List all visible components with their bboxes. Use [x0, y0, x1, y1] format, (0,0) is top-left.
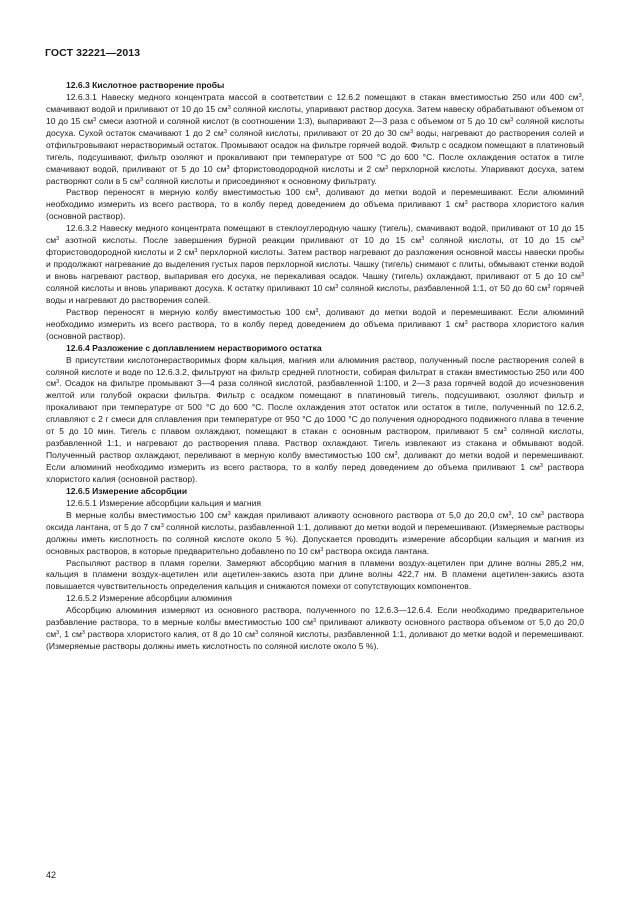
paragraph	[46, 223, 584, 307]
text-run: раствора хлористого калия (основной раствор).	[46, 318, 584, 341]
text-run: , 1 см	[59, 629, 82, 640]
superscript: 3	[409, 128, 413, 135]
paragraph	[46, 605, 584, 653]
superscript: 3	[81, 630, 85, 637]
superscript: 3	[384, 164, 389, 171]
text-run: соляной кислоты, от 10 до 15 см	[424, 235, 581, 246]
superscript: 3	[315, 307, 319, 314]
text-run: Абсорбцию алюминия измеряют из основного раствора, полученного по 12.6.3—12.6.4. Если необходимо предварительное разбавление раствора, то в мерные колбы вместимостью 100 см	[46, 605, 584, 628]
superscript: 3	[312, 618, 317, 625]
text-run: соляной кислоты, разбавленной 1:1, и нагревают до растворения плава. Раствор охлаждают. Тигель извлекают из стакана и обмывают водой. Полученный раствор охлаждают, переливают в мерную колбу вместимостью 100 см	[46, 426, 584, 461]
text-run: приливают аликвоту основного раствора объемом от 5,0 до 20,0 см	[46, 617, 584, 640]
superscript: 3	[539, 463, 543, 469]
paragraph	[46, 510, 584, 558]
superscript: 3	[93, 116, 97, 123]
superscript: 3	[578, 92, 582, 99]
text-run: соляной кислоты, разбавленной 1:1, доливают до метки водой и перемешивают. (Измеряемые растворы должны иметь кислотность по соляной кислоте около 5 %). Допускается проводить измерение абсорбции кальция и магния из основных растворов, в которые предварительно добавлено по 10 см	[46, 521, 584, 556]
superscript: 3	[139, 176, 144, 183]
text-run: соляной кислоты, разбавленной 1:1, от 50 до 60 см	[338, 282, 548, 293]
text-run: раствора хлористого калия (основной раствор).	[46, 462, 584, 484]
subsection-heading: 12.6.5.2 Измерение абсорбции алюминия	[66, 593, 233, 604]
text-run: 12.6.3.2 Навеску медного концентрата помещают в стеклоуглеродную чашку (тигель), смачивают водой, приливают от 10 до 15 см	[46, 223, 584, 246]
superscript: 3	[56, 630, 60, 637]
text-run: Распыляют раствор в пламя горелки. Замеряют абсорбцию магния в пламени воздух-ацетилен при длине волны 285,2 нм, кальция в пламени воздух-ацетилен или ацетилен-закись азота при длине волны 422,7 нм. В пламени ацетилен-закись азота повышается чувствительность определения кальция и снижаются помехи от сопутствующих компонентов.	[46, 557, 584, 592]
superscript: 3	[227, 104, 231, 111]
page-number: 42	[46, 870, 57, 880]
superscript: 3	[464, 319, 468, 326]
text-run: раствора оксида лантана.	[323, 545, 430, 556]
superscript: 3	[255, 630, 259, 637]
text-run: горячей воды и нагревают до растворения солей.	[46, 282, 584, 305]
superscript: 3	[394, 451, 398, 458]
text-run: В мерные колбы вместимостью 100 см	[66, 509, 228, 520]
text-run: каждая приливают аликвоту основного раствора от 5,0 до 20,0 см	[230, 509, 509, 520]
superscript: 3	[508, 510, 512, 517]
superscript: 3	[580, 236, 584, 243]
text-run: соляной кислоты и вновь упаривают досуха. К остатку приливают 10 см	[46, 282, 336, 293]
text-run: соляной кислоты, разбавленной 1:1, доливают до метки водой и перемешивают. (Измеряемые растворы должны иметь кислотность по соляной кислоте около 5 %).	[46, 629, 585, 652]
paragraph	[46, 307, 584, 343]
text-run: перхлорной кислоты. Упаривают досуха, затем растворяют соли в 5 см	[46, 163, 584, 186]
text-run: , 10 см	[511, 509, 541, 520]
text-run: смеси азотной и соляной кислот (в соотношении 1:3), выпаривают 2—3 раза с объемом от 5 до 10 см	[96, 115, 511, 126]
text-run: фтористоводородной кислоты и 2 см	[229, 163, 385, 174]
text-run: В присутствии кислотонерастворимых форм кальция, магния или алюминия раствор, полученный после растворения солей в соляной кислоте и воде по 12.6.3.2, фильтруют на фильтр средней плотности, собирая фильтрат в стакан вместимостью 250 или 400 см	[46, 354, 584, 389]
superscript: 3	[56, 236, 60, 243]
superscript: 3	[227, 510, 231, 517]
text-run: азотной кислоты. После завершения бурной реакции приливают от 10 до 15 см	[59, 235, 422, 246]
superscript: 3	[510, 116, 514, 123]
paragraph	[46, 355, 584, 486]
text-run: , доливают до метки водой и перемешивают. Если алюминий необходимо измерить из всего раствора, то в колбу перед доведением до объема приливают 1 см	[46, 306, 585, 329]
section-heading: 12.6.3 Кислотное растворение пробы	[66, 80, 225, 90]
superscript: 3	[160, 522, 164, 529]
paragraph	[46, 558, 584, 594]
text-run: воды, нагревают до растворения солей и отфильтровывают нерастворимый остаток. Промывают осадок на фильтре горячей водой. Фильтр с осадком помещают в платиновый тигель, подсушивают, фильтр озоляют и прокаливают при температуре от 500 °С до 600 °С. После охлаждения остаток в тигле смачивают водой, приливают от 5 до 10 см	[46, 127, 584, 174]
document-code-header: ГОСТ 32221—2013	[45, 47, 141, 59]
superscript: 3	[223, 128, 227, 135]
section-heading: 12.6.5 Измерение абсорбции	[66, 485, 188, 496]
text-run: соляной кислоты досуха. Сухой остаток смачивают 1 до 2 см	[46, 115, 585, 138]
superscript: 3	[547, 283, 551, 290]
subsection-heading: 12.6.5.1 Измерение абсорбции кальция и магния	[66, 497, 262, 508]
superscript: 3	[335, 283, 339, 290]
text-run: фтористоводородной кислоты и 2 см	[46, 247, 195, 258]
text-run: соляной кислоты, упаривают раствор досуха. Затем навеску обрабатывают объемом от 10 до 15 см	[46, 103, 584, 126]
text-run: 12.6.3.1 Навеску медного концентрата массой в соответствии с 12.6.2 помещают в стакан вместимостью 250 или 400 см	[66, 91, 579, 102]
superscript: 3	[421, 236, 425, 243]
superscript: 3	[56, 379, 60, 386]
text-run: соляной кислоты, приливают от 20 до 30 см	[226, 127, 410, 138]
text-run: . Осадок на фильтре промывают 3—4 раза соляной кислотой, разбавленной 1:100, и 2—3 раза горячей водой до исчезновения желтой или голубой окраски фильтра. Фильтр с осадком помещают в платиновый тигель, подсушивают, озоляют фильтр и прокаливают при температуре от 500 °С до 600 °С. После охлаждения этот остаток или остаток в тигле, полученный по 12.6.2, сплавляют с 2 г смеси для сплавления при температуре от 950 °С до 1000 °С до получения однородного подвижного плава в течение от 5 до 10 мин. Тигель с плавом охлаждают, помещают в стакан с основным раствором, приливают 5 см	[46, 378, 584, 437]
text-run: Раствор переносят в мерную колбу вместимостью 100 см	[66, 187, 316, 198]
text-run: , доливают до метки водой и перемешивают. Если алюминий необходимо измерить из всего раствора, то в колбу перед доведением до объема приливают 1 см	[46, 187, 585, 210]
text-run: перхлорной кислоты. Затем раствор нагревают до разложения основной массы навески пробы и продолжают нагревание до выделения густых паров перхлорной кислоты. Чашку (тигель) снимают с плиты, обмывают стенки водой и вновь нагревают раствор, выпаривая его досуха, не перекаливая осадок. Чашку (тигель) охлаждают, приливают от 5 до 10 см	[46, 247, 584, 281]
superscript: 3	[580, 272, 584, 278]
superscript: 3	[540, 510, 544, 517]
superscript: 3	[320, 546, 324, 553]
superscript: 3	[226, 164, 230, 171]
paragraph	[46, 92, 584, 188]
text-run: , доливают до метки водой и перемешивают. Если алюминий необходимо измерить из всего раствора, то в колбу перед доведением до объема приливают 1 см	[46, 450, 584, 472]
section-heading: 12.6.4 Разложение с доплавлением нерастворимого остатка	[66, 342, 322, 353]
superscript: 3	[503, 427, 507, 434]
superscript: 3	[315, 188, 319, 195]
text-run: раствора оксида лантана, от 5 до 7 см	[46, 509, 584, 532]
text-run: , смачивают водой и приливают от 10 до 15 см	[46, 91, 584, 114]
paragraph	[46, 187, 584, 223]
superscript: 3	[194, 248, 198, 255]
text-run: Раствор переносят в мерную колбу вместимостью 100 см	[66, 306, 316, 317]
superscript: 3	[464, 200, 468, 207]
text-run: раствора хлористого калия (основной раствор).	[46, 199, 584, 222]
text-run: соляной кислоты и присоединяют к основному фильтрату.	[143, 175, 377, 186]
document-body	[46, 80, 584, 653]
text-run: раствора хлористого калия, от 8 до 10 см	[84, 629, 256, 640]
